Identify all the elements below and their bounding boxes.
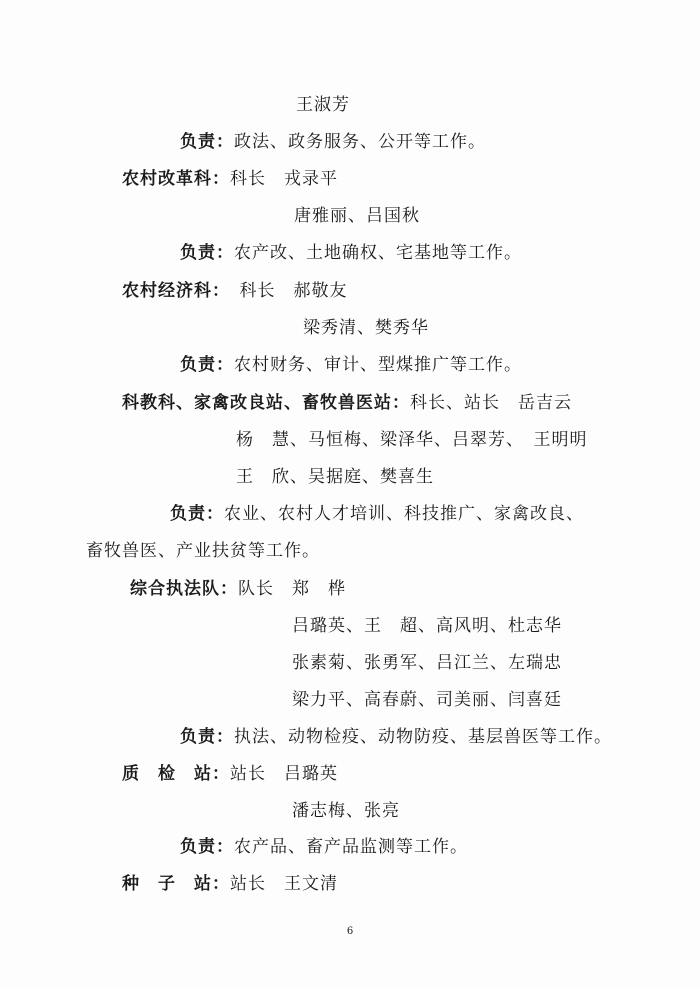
line-18 — [180, 726, 612, 748]
line-12-label: 负责： — [170, 504, 224, 524]
line-17-text: 梁力平、高春蔚、司美丽、闫喜廷 — [292, 690, 562, 710]
line-8-text: 农村财务、审计、型煤推广等工作。 — [234, 355, 522, 375]
line-19-label: 质 检 站： — [122, 764, 230, 784]
line-6-label: 农村经济科： — [122, 281, 222, 301]
line-8 — [180, 354, 522, 376]
line-17 — [292, 689, 562, 711]
line-5-label: 负责： — [180, 243, 234, 263]
line-12 — [170, 503, 584, 525]
line-7-text: 梁秀清、樊秀华 — [303, 318, 429, 338]
line-19 — [122, 763, 338, 785]
line-21 — [180, 836, 468, 858]
line-18-label: 负责： — [180, 727, 234, 747]
line-11-text: 王 欣、吴据庭、樊喜生 — [236, 467, 434, 487]
line-3-text: 科长 戎录平 — [230, 169, 338, 189]
line-12-text: 农业、农村人才培训、科技推广、家禽改良、 — [224, 504, 584, 524]
line-9-label: 科教科、家禽改良站、畜牧兽医站： — [122, 393, 410, 413]
line-14 — [130, 578, 346, 600]
line-22 — [122, 873, 338, 895]
line-5-text: 农产改、土地确权、宅基地等工作。 — [234, 243, 522, 263]
line-2 — [180, 131, 486, 153]
line-8-label: 负责： — [180, 355, 234, 375]
line-16-text: 张素菊、张勇军、吕江兰、左瑞忠 — [292, 653, 562, 673]
line-2-label: 负责： — [180, 132, 234, 152]
line-16 — [292, 652, 562, 674]
line-7 — [303, 317, 429, 339]
line-22-text: 站长 王文清 — [230, 874, 338, 894]
line-9 — [122, 392, 572, 414]
line-1 — [296, 94, 350, 116]
line-11 — [236, 466, 434, 488]
line-6 — [122, 280, 348, 302]
line-2-text: 政法、政务服务、公开等工作。 — [234, 132, 486, 152]
line-4-text: 唐雅丽、吕国秋 — [294, 206, 420, 226]
line-10-text: 杨 慧、马恒梅、梁泽华、吕翠芳、 王明明 — [236, 430, 588, 450]
line-4 — [294, 205, 420, 227]
line-22-label: 种 子 站： — [122, 874, 230, 894]
line-5 — [180, 242, 522, 264]
line-18-text: 执法、动物检疫、动物防疫、基层兽医等工作。 — [234, 727, 612, 747]
line-3 — [122, 168, 338, 190]
line-13-text: 畜牧兽医、产业扶贫等工作。 — [86, 541, 320, 561]
line-14-text: 队长 郑 桦 — [238, 579, 346, 599]
line-1-text: 王淑芳 — [296, 95, 350, 115]
line-20-text: 潘志梅、张亮 — [292, 801, 400, 821]
line-19-text: 站长 吕璐英 — [230, 764, 338, 784]
line-21-text: 农产品、畜产品监测等工作。 — [234, 837, 468, 857]
line-9-text: 科长、站长 岳吉云 — [410, 393, 572, 413]
line-10 — [236, 429, 588, 451]
line-21-label: 负责： — [180, 837, 234, 857]
line-20 — [292, 800, 400, 822]
line-13 — [86, 540, 320, 562]
line-6-text: 科长 郝敬友 — [221, 281, 348, 301]
line-3-label: 农村改革科： — [122, 169, 230, 189]
page-number: 6 — [346, 926, 354, 937]
line-14-label: 综合执法队： — [130, 579, 238, 599]
line-15-text: 吕璐英、王 超、高风明、杜志华 — [292, 616, 562, 636]
line-15 — [292, 615, 562, 637]
